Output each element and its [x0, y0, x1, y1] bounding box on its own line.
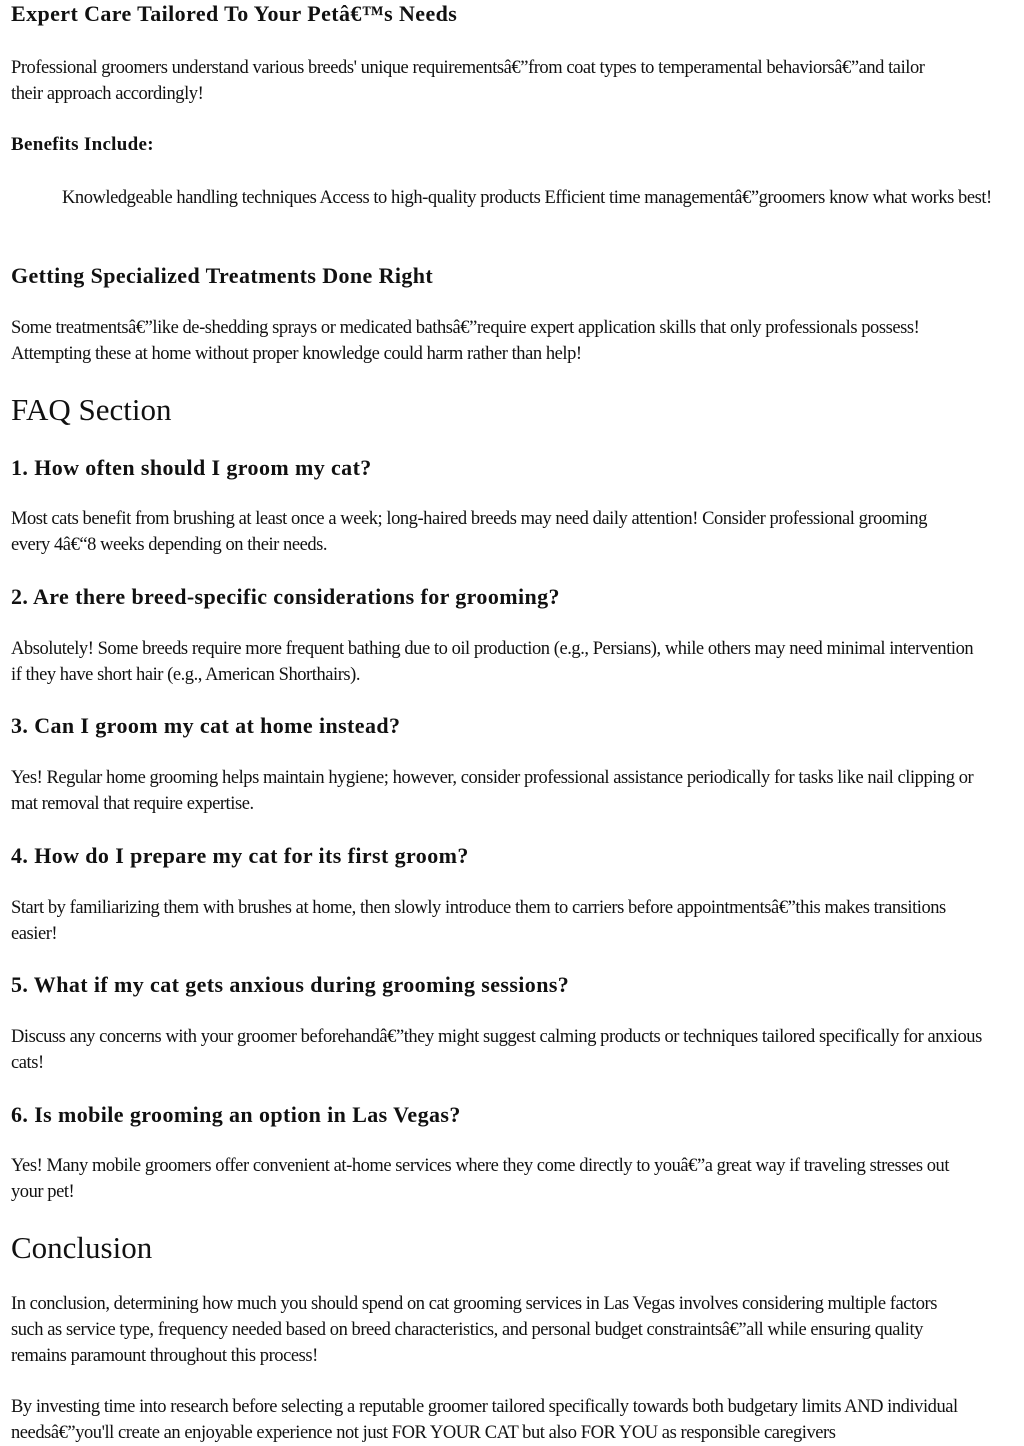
- faq-answer: Discuss any concerns with your groomer beforehandâ€”they might suggest calming products or techniques tailored specifically for anxious cats!: [11, 1027, 982, 1073]
- faq-question: 6. Is mobile grooming an option in Las Vegas?: [11, 1102, 461, 1127]
- faq-section-heading: FAQ Section: [11, 392, 172, 427]
- faq-answer: Start by familiarizing them with brushes at home, then slowly introduce them to carriers before appointmentsâ€”this makes transitions easier!: [11, 898, 946, 944]
- faq-question: 1. How often should I groom my cat?: [11, 455, 372, 480]
- faq-answer: Most cats benefit from brushing at least once a week; long-haired breeds may need daily attention! Consider professional grooming every 4â€“8 weeks depending on their needs.: [11, 509, 928, 555]
- conclusion-paragraph-2: By investing time into research before selecting a reputable groomer tailored specifically towards both budgetary limits AND individual needsâ€”you'll create an enjoyable experience not just FOR YOUR CAT but also FOR YOU as responsible caregivers: [11, 1397, 958, 1443]
- faq-answer: Yes! Regular home grooming helps maintain hygiene; however, consider professional assistance periodically for tasks like nail clipping or mat removal that require expertise.: [11, 768, 974, 814]
- faq-question: 3. Can I groom my cat at home instead?: [11, 713, 401, 738]
- conclusion-paragraph-1: In conclusion, determining how much you should spend on cat grooming services in Las Vegas involves considering multiple factors such as service type, frequency needed based on breed characteristics, and personal budget constraintsâ€”all while ensuring quality remains paramount throughout this process!: [11, 1294, 937, 1366]
- expert-care-paragraph: Professional groomers understand various breeds' unique requirementsâ€”from coat types to temperamental behaviorsâ€”and tailor their approach accordingly!: [11, 58, 925, 104]
- specialized-treatments-paragraph: Some treatmentsâ€”like de-shedding sprays or medicated bathsâ€”require expert application skills that only professionals possess! Attempting these at home without proper knowledge could harm rather than help!: [11, 318, 920, 364]
- faq-question: 4. How do I prepare my cat for its first groom?: [11, 843, 469, 868]
- benefits-heading: Benefits Include:: [11, 134, 154, 155]
- faq-question: 5. What if my cat gets anxious during grooming sessions?: [11, 972, 570, 997]
- benefits-blockquote: Knowledgeable handling techniques Access to high-quality products Efficient time managementâ€”groomers know what works best!: [62, 188, 992, 208]
- faq-answer: Absolutely! Some breeds require more frequent bathing due to oil production (e.g., Persians), while others may need minimal intervention if they have short hair (e.g., American Shorthairs).: [11, 639, 974, 685]
- conclusion-heading: Conclusion: [11, 1230, 153, 1265]
- expert-care-heading: Expert Care Tailored To Your Petâ€™s Needs: [11, 1, 458, 26]
- specialized-treatments-heading: Getting Specialized Treatments Done Right: [11, 263, 434, 288]
- faq-answer: Yes! Many mobile groomers offer convenient at-home services where they come directly to youâ€”a great way if traveling stresses out your pet!: [11, 1156, 950, 1202]
- faq-question: 2. Are there breed-specific considerations for grooming?: [11, 584, 560, 609]
